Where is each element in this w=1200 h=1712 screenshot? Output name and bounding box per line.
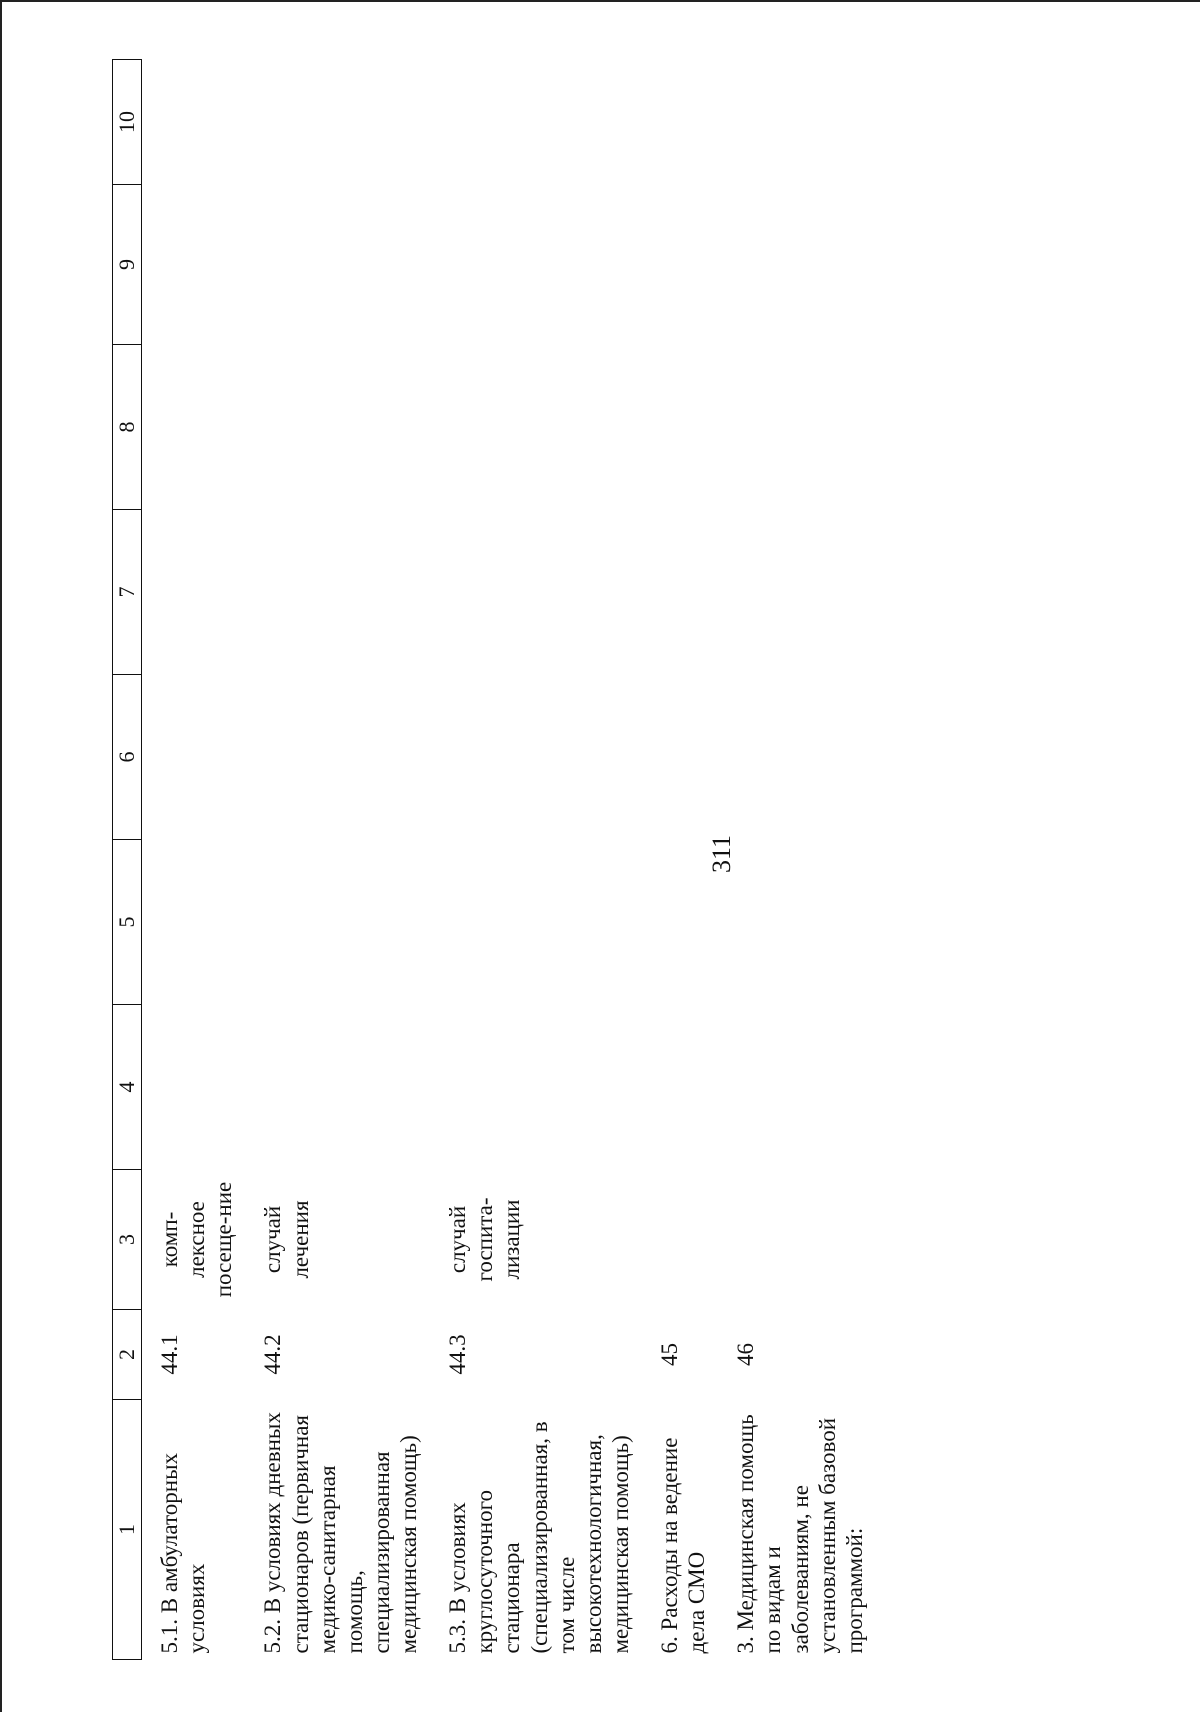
row-name: 3. Медицинская помощь по видам и заболеваниям, не установленным базовой программой:	[733, 1414, 867, 1654]
rotated-table-sheet	[112, 40, 1112, 1660]
page-edge-left	[0, 0, 2, 1712]
row-name: 5.3. В условиях круглосуточного стационара (специализированная, в том числе высокотехнологичная, медицинская помощь)	[445, 1421, 633, 1654]
column-header: 2	[113, 1310, 142, 1400]
row-unit	[718, 1170, 876, 1310]
column-header: 1	[113, 1400, 142, 1660]
column-header: 5	[113, 840, 142, 1005]
table-row	[142, 60, 246, 1660]
table-row	[245, 60, 430, 1660]
row-name: 5.1. В амбулаторных условиях	[157, 1452, 210, 1654]
column-header: 4	[113, 1005, 142, 1170]
column-header: 6	[113, 675, 142, 840]
column-header: 3	[113, 1170, 142, 1310]
row-name: 5.2. В условиях дневных стационаров (первичная медико-санитарная помощь, специализированная медицинская помощь)	[260, 1412, 421, 1654]
row-code: 44.2	[260, 1334, 286, 1375]
table-header-row	[113, 60, 142, 1660]
column-header: 10	[113, 60, 142, 185]
row-unit: случай лечения	[260, 1200, 313, 1279]
row-code: 44.3	[445, 1334, 471, 1375]
page-edge-top	[0, 0, 1200, 2]
column-header: 7	[113, 510, 142, 675]
row-name: 6. Расходы на ведение дела СМО	[657, 1437, 710, 1654]
data-table	[112, 59, 876, 1660]
table-row	[642, 60, 718, 1660]
row-code: 44.1	[157, 1334, 182, 1375]
row-code: 45	[657, 1343, 682, 1366]
table-row	[430, 60, 642, 1660]
row-unit	[642, 1170, 718, 1310]
column-header: 9	[113, 185, 142, 345]
table-row	[718, 60, 876, 1660]
row-unit: комп-лексное посеще-ние	[157, 1181, 237, 1298]
column-header: 8	[113, 345, 142, 510]
row-unit: случай госпита-лизации	[445, 1197, 525, 1282]
row-code: 46	[733, 1343, 759, 1366]
page-number: 311	[707, 834, 736, 874]
